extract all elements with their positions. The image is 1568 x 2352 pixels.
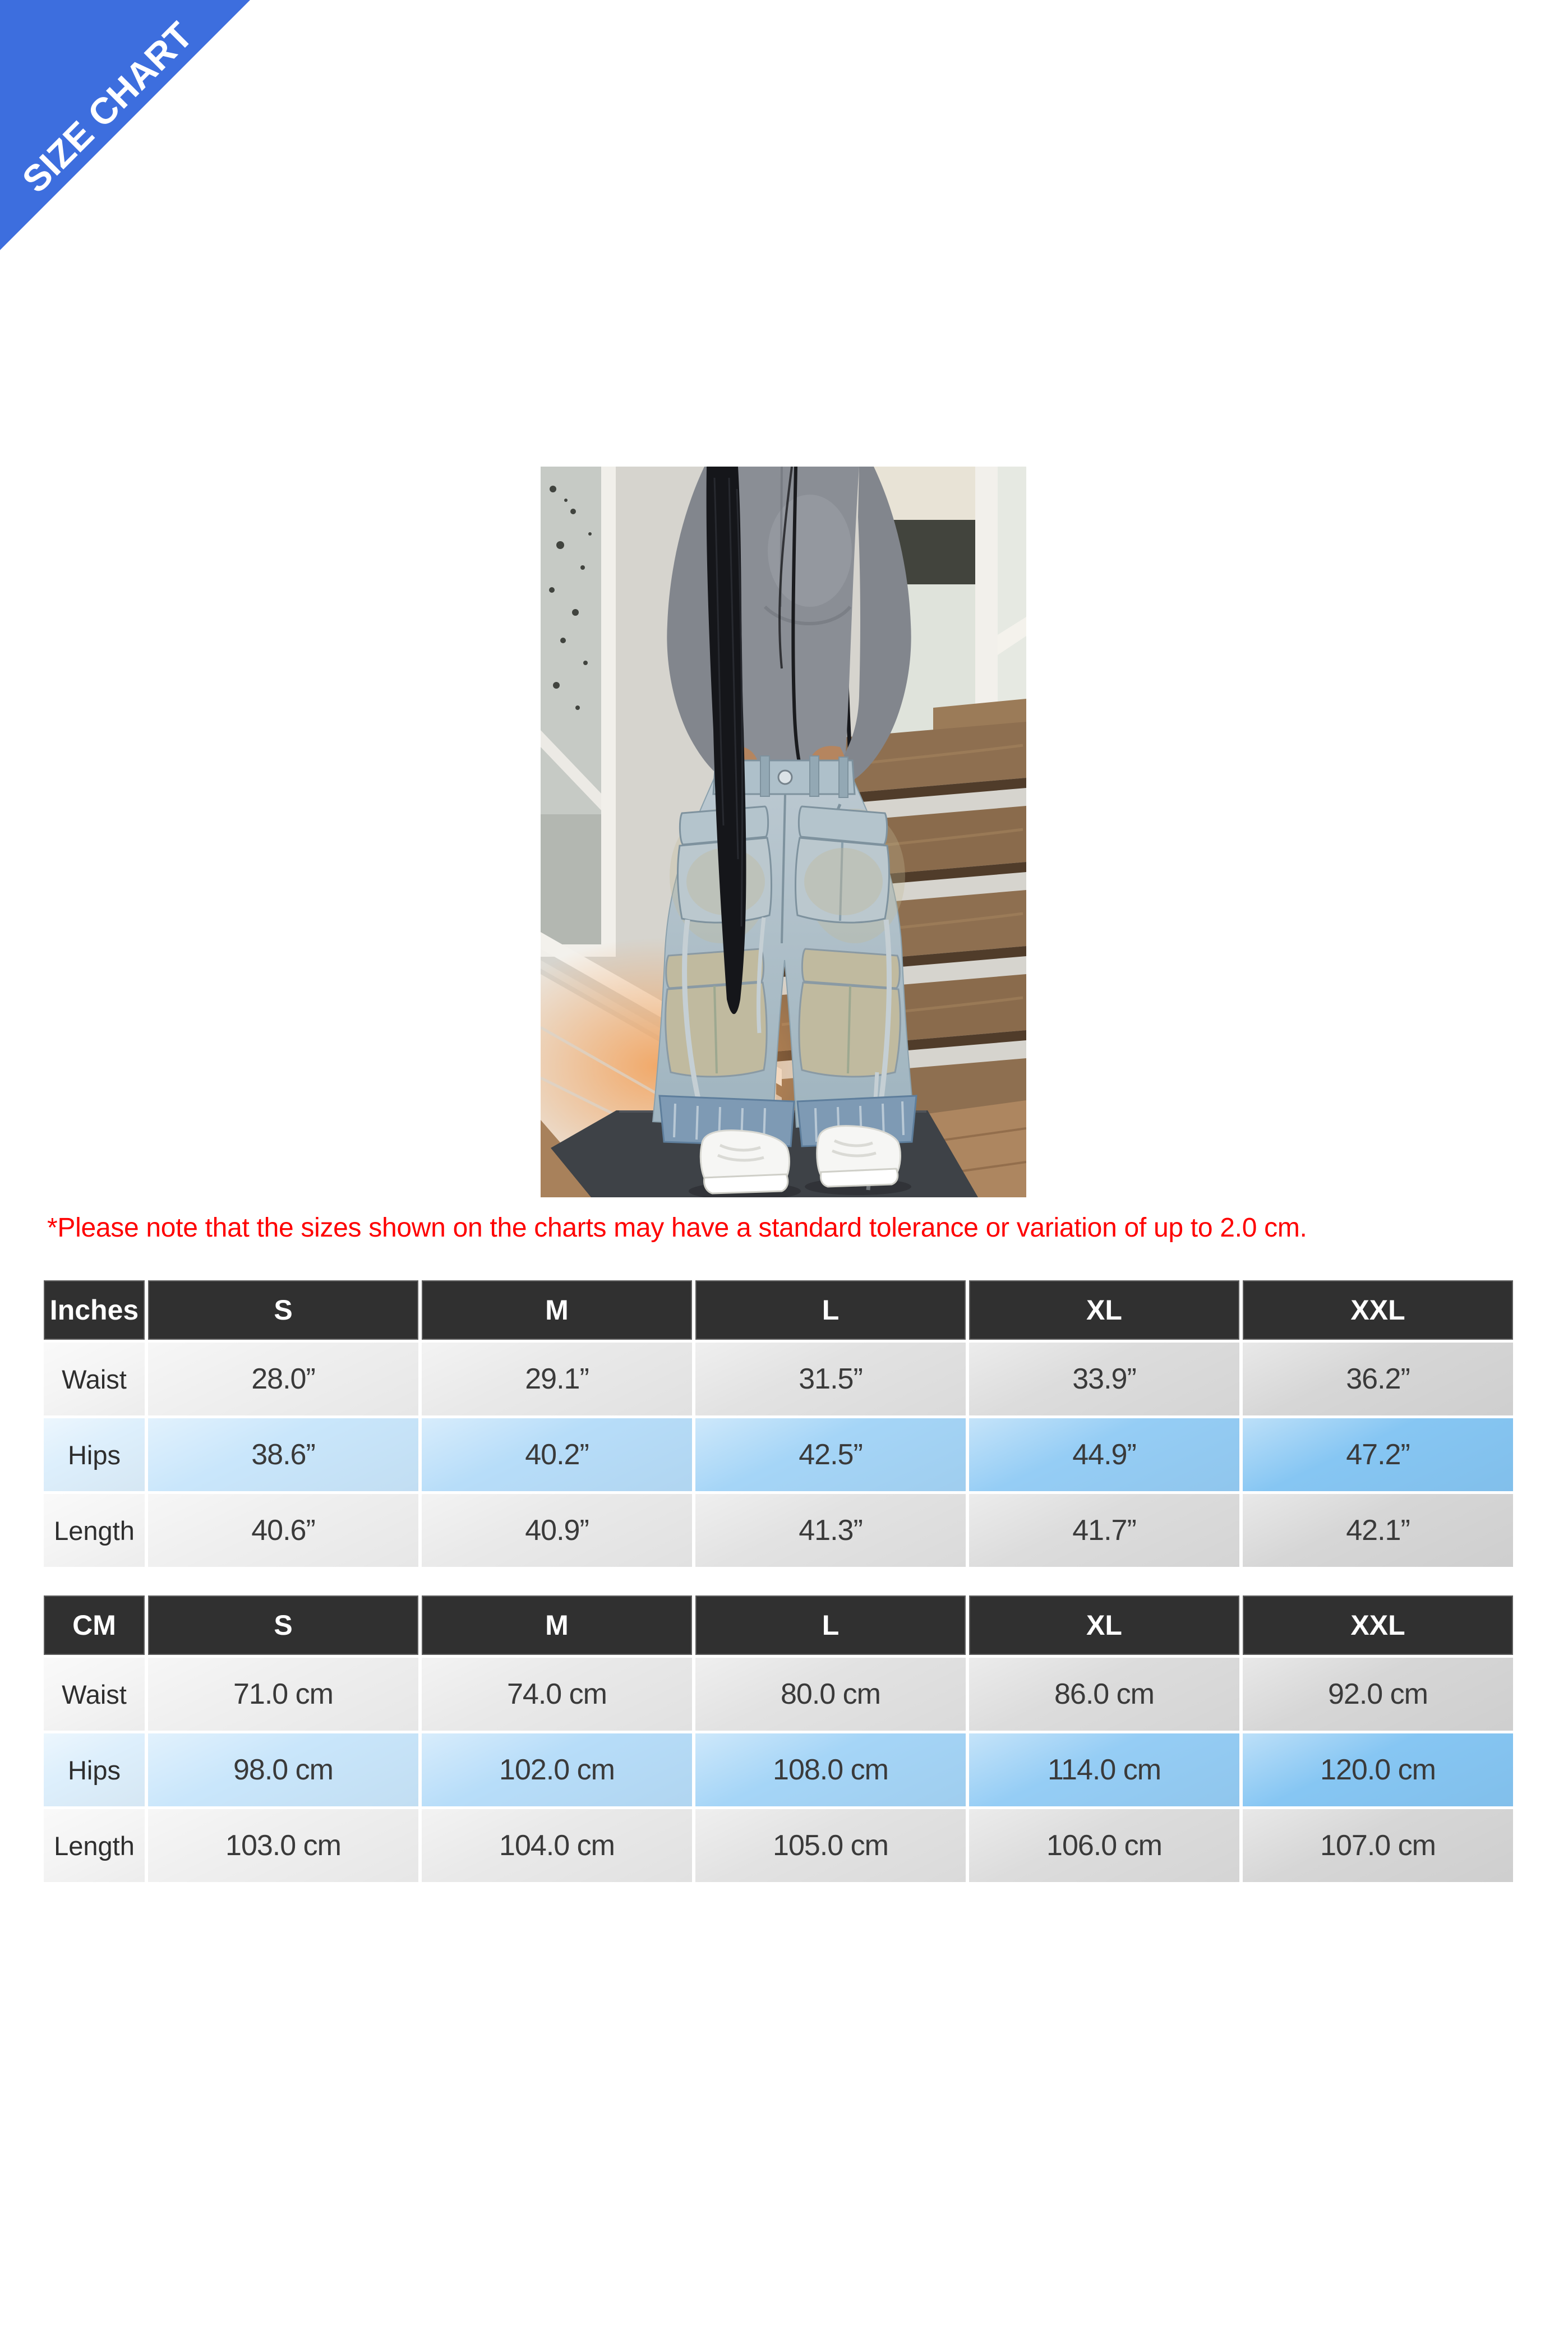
value-cell: 80.0 cm [695,1658,966,1731]
value-cell: 106.0 cm [969,1809,1239,1882]
value-cell: 41.7” [969,1494,1239,1567]
value-cell: 44.9” [969,1418,1239,1491]
value-cell: 107.0 cm [1243,1809,1513,1882]
value-cell: 28.0” [148,1343,418,1415]
value-cell: 40.6” [148,1494,418,1567]
value-cell: 31.5” [695,1343,966,1415]
ribbon-triangle [0,0,250,250]
value-cell: 98.0 cm [148,1733,418,1806]
product-photo [541,467,1026,1197]
value-cell: 38.6” [148,1418,418,1491]
value-cell: 120.0 cm [1243,1733,1513,1806]
size-header-xl: XL [969,1280,1239,1340]
size-header-s: S [148,1280,418,1340]
size-header-s: S [148,1595,418,1655]
tolerance-note: *Please note that the sizes shown on the charts may have a standard tolerance or variation of up to 2.0 cm. [47,1213,1307,1243]
gray-top [667,467,911,789]
value-cell: 86.0 cm [969,1658,1239,1731]
value-cell: 41.3” [695,1494,966,1567]
row-label-waist: Waist [44,1343,145,1415]
value-cell: 40.9” [422,1494,692,1567]
value-cell: 114.0 cm [969,1733,1239,1806]
row-label-waist: Waist [44,1658,145,1731]
size-header-l: L [695,1595,966,1655]
value-cell: 71.0 cm [148,1658,418,1731]
value-cell: 108.0 cm [695,1733,966,1806]
value-cell: 47.2” [1243,1418,1513,1491]
size-header-xl: XL [969,1595,1239,1655]
value-cell: 42.5” [695,1418,966,1491]
value-cell: 105.0 cm [695,1809,966,1882]
waist-button [778,771,792,784]
value-cell: 74.0 cm [422,1658,692,1731]
value-cell: 42.1” [1243,1494,1513,1567]
size-header-m: M [422,1595,692,1655]
cm-size-table [44,1595,1513,1882]
unit-header-inches: Inches [44,1280,145,1340]
size-header-m: M [422,1280,692,1340]
size-header-l: L [695,1280,966,1340]
row-label-length: Length [44,1809,145,1882]
inches-size-table [44,1280,1513,1567]
wall-mirror [541,467,616,957]
value-cell: 40.2” [422,1418,692,1491]
value-cell: 33.9” [969,1343,1239,1415]
size-chart-ribbon [0,0,250,250]
row-label-length: Length [44,1494,145,1567]
size-header-xxl: XXL [1243,1280,1513,1340]
size-header-xxl: XXL [1243,1595,1513,1655]
ribbon-label: SIZE CHART [14,14,201,201]
value-cell: 36.2” [1243,1343,1513,1415]
value-cell: 29.1” [422,1343,692,1415]
value-cell: 104.0 cm [422,1809,692,1882]
value-cell: 103.0 cm [148,1809,418,1882]
row-label-hips: Hips [44,1733,145,1806]
value-cell: 92.0 cm [1243,1658,1513,1731]
row-label-hips: Hips [44,1418,145,1491]
unit-header-cm: CM [44,1595,145,1655]
value-cell: 102.0 cm [422,1733,692,1806]
